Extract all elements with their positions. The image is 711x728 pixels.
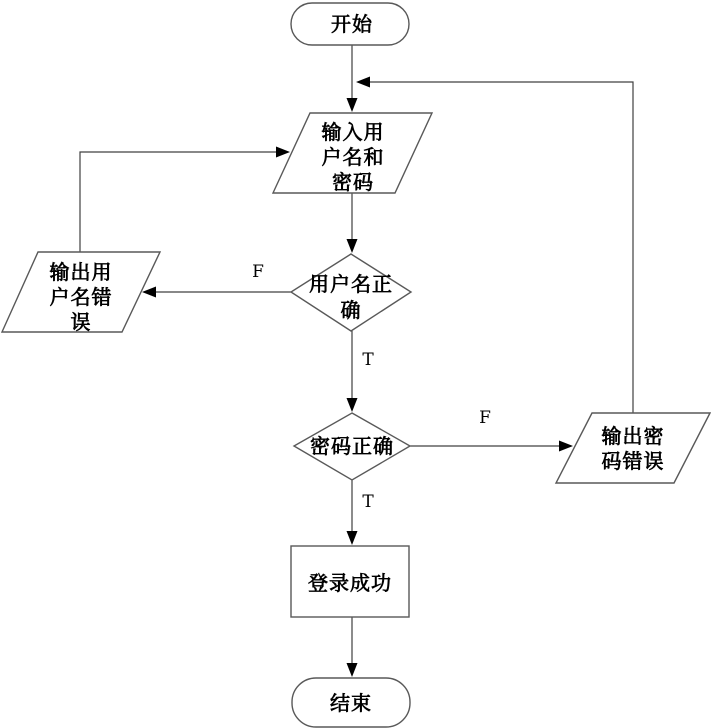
arrowhead-down-icon (347, 398, 358, 412)
login-success-label: 登录成功 (308, 571, 392, 595)
check-username-label-line-2: 确 (340, 298, 362, 322)
input-label-line-1: 输入用 (321, 120, 385, 144)
arrowhead-right-icon (276, 147, 290, 158)
arrowhead-right-icon (559, 441, 573, 452)
check-password-label: 密码正确 (310, 434, 394, 458)
output-password-error-line-1: 输出密 (601, 424, 665, 448)
nodes (2, 3, 710, 727)
password-true-label: T (362, 492, 374, 512)
arrowhead-down-icon (347, 98, 358, 112)
arrowhead-down-icon (347, 239, 358, 253)
start-label: 开始 (331, 12, 373, 36)
output-username-error-line-3: 误 (70, 310, 92, 334)
arrowhead-down-icon (347, 531, 358, 545)
username-false-label: F (252, 262, 264, 282)
arrowhead-left-icon (356, 77, 370, 88)
arrowhead-down-icon (347, 663, 358, 677)
end-label: 结束 (330, 691, 372, 715)
output-password-error-line-2: 码错误 (601, 449, 665, 473)
arrowhead-left-icon (142, 287, 156, 298)
check-username-label-line-1: 用户名正 (309, 272, 393, 296)
output-username-error-line-1: 输出用 (49, 260, 113, 284)
password-false-label: F (479, 408, 491, 428)
output-username-error-line-2: 户名错 (49, 285, 113, 309)
input-label-line-2: 户名和 (321, 145, 385, 169)
username-true-label: T (362, 350, 374, 370)
input-label-line-3: 密码 (332, 170, 374, 194)
edge-username-error-loop (80, 152, 277, 252)
